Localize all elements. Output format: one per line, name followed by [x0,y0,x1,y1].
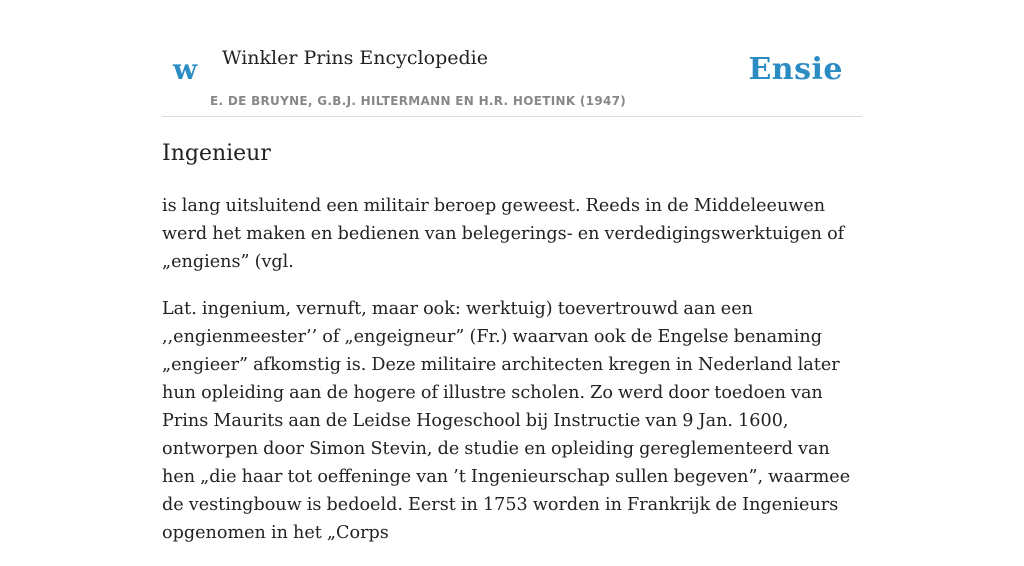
article-title: Ingenieur [162,141,271,166]
brand-logo[interactable]: Ensie [748,52,843,87]
source-header [162,0,862,117]
source-title[interactable]: Winkler Prins Encyclopedie [222,47,488,69]
article-paragraph: is lang uitsluitend een militair beroep geweest. Reeds in de Middeleeuwen werd het maken en bedienen van belegerings- en verdedigingswerktuigen of „engiens” (vgl. [162,196,845,272]
source-authors: E. DE BRUYNE, G.B.J. HILTERMANN EN H.R. HOETINK (1947) [210,94,627,108]
article-body [162,192,862,566]
source-logo: w [173,53,198,86]
article-paragraph: Lat. ingenium, vernuft, maar ook: werktuig) toevertrouwd aan een ,,engienmeester’’ of „engeigneur” (Fr.) waarvan ook de Engelse benaming „engieer” afkomstig is. Deze militaire architecten kregen in Nederland later hun opleiding aan de hogere of illustre scholen. Zo werd door toedoen van Prins Maurits aan de Leidse Hogeschool bij Instructie van 9 Jan. 1600, ontworpen door Simon Stevin, de studie en opleiding gereglementeerd van hen „die haar tot oeffeninge van ’t Ingenieurschap sullen begeven”, waarmee de vestingbouw is bedoeld. Eerst in 1753 worden in Frankrijk de Ingenieurs opgenomen in het „Corps [162,299,851,543]
